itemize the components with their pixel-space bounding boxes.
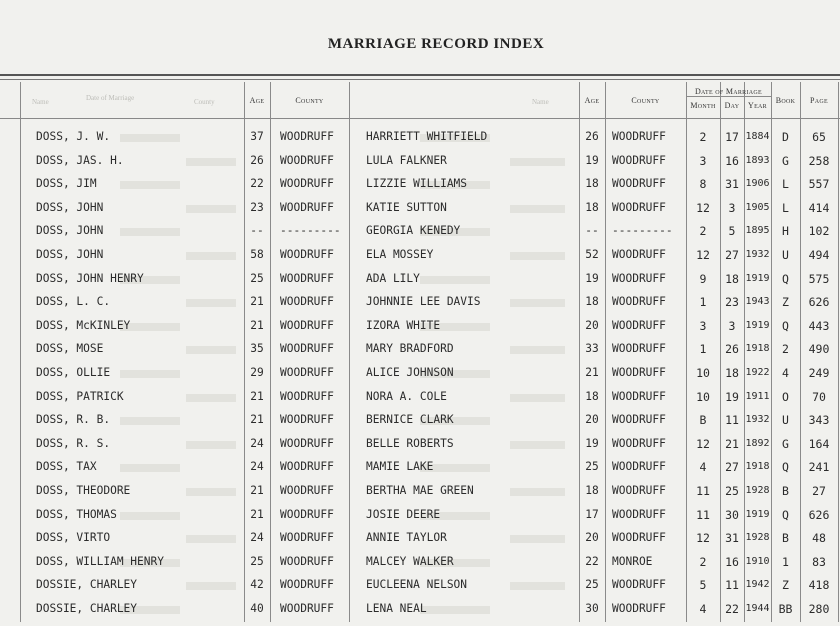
bride-county: WOODRUFF: [612, 413, 666, 427]
marriage-month: 12: [696, 200, 710, 215]
groom-county: WOODRUFF: [280, 153, 334, 167]
groom-county: WOODRUFF: [280, 578, 334, 592]
book: BB: [778, 602, 793, 616]
marriage-year: 1928: [745, 532, 770, 544]
bride-age: 19: [585, 271, 599, 285]
groom-county: ---------: [280, 224, 341, 238]
table-row: [0, 555, 840, 579]
header-page: Page: [810, 96, 828, 105]
groom-name: DOSS, JOHN: [36, 224, 104, 238]
book: Q: [782, 271, 789, 286]
groom-name: DOSS, McKINLEY: [36, 318, 131, 332]
header-bottom-rule: [0, 118, 840, 119]
table-row: [0, 295, 840, 319]
bride-county: WOODRUFF: [612, 531, 666, 545]
groom-county: WOODRUFF: [280, 460, 334, 474]
bride-age: 18: [585, 295, 599, 309]
marriage-year: 1884: [745, 131, 770, 142]
groom-county: WOODRUFF: [280, 554, 334, 568]
groom-name: DOSS, VIRTO: [36, 531, 111, 545]
bride-county: WOODRUFF: [612, 436, 666, 450]
page-number: 443: [808, 318, 830, 333]
bride-county: WOODRUFF: [612, 578, 666, 592]
page-number: 27: [812, 484, 826, 498]
bride-name: BERTHA MAE GREEN: [366, 484, 474, 497]
bride-name: IZORA WHITE: [366, 318, 441, 332]
bride-name: MARY BRADFORD: [366, 342, 454, 356]
bride-county: MONROE: [612, 554, 653, 568]
marriage-year: 1919: [745, 319, 770, 331]
bride-name: ELA MOSSEY: [366, 248, 434, 261]
groom-county: WOODRUFF: [280, 177, 334, 191]
groom-age: 21: [250, 413, 264, 427]
groom-age: --: [250, 224, 264, 238]
table-row: [0, 342, 840, 366]
bride-age: 19: [585, 153, 599, 167]
groom-county: WOODRUFF: [280, 200, 334, 214]
bride-county: WOODRUFF: [612, 177, 666, 191]
marriage-year: 1911: [745, 390, 770, 402]
bride-name: JOSIE DEERE: [366, 507, 441, 521]
bride-county: WOODRUFF: [612, 248, 666, 261]
book: Q: [782, 460, 789, 475]
groom-county: WOODRUFF: [280, 531, 334, 545]
groom-county: WOODRUFF: [280, 248, 334, 261]
marriage-month: 12: [696, 531, 710, 546]
bride-age: 18: [585, 177, 599, 191]
bride-name: KATIE SUTTON: [366, 200, 447, 214]
table-row: [0, 201, 840, 225]
bride-name: LENA NEAL: [366, 602, 427, 615]
marriage-year: 1928: [745, 485, 770, 496]
groom-age: 37: [250, 130, 264, 143]
groom-county: WOODRUFF: [280, 484, 334, 497]
marriage-month: 9: [699, 271, 707, 286]
marriage-day: 31: [725, 531, 739, 546]
top-rule: [0, 74, 840, 76]
bride-age: 18: [585, 200, 599, 214]
table-row: [0, 531, 840, 555]
groom-name: DOSSIE, CHARLEY: [36, 602, 138, 615]
book: L: [782, 200, 789, 215]
marriage-month: 1: [699, 342, 707, 357]
bride-age: --: [585, 224, 599, 238]
bride-name: MALCEY WALKER: [366, 554, 454, 568]
book: G: [782, 153, 789, 168]
marriage-month: 2: [699, 554, 707, 569]
header-county-bride: County: [631, 96, 660, 105]
groom-name: DOSS, J. W.: [36, 130, 111, 143]
table-row: [0, 248, 840, 272]
bride-age: 22: [585, 554, 599, 568]
groom-name: DOSS, PATRICK: [36, 389, 124, 403]
header-date-of-marriage: Date of Marriage: [694, 87, 763, 96]
marriage-month: 1: [699, 295, 707, 310]
groom-age: 26: [250, 153, 264, 167]
marriage-day: 21: [725, 436, 739, 451]
header-age-bride: Age: [584, 96, 600, 105]
page-number: 102: [808, 224, 830, 239]
page-number: 490: [808, 342, 830, 357]
bride-age: 21: [585, 366, 599, 379]
marriage-day: 19: [725, 389, 739, 404]
book: Q: [782, 507, 789, 522]
groom-age: 21: [250, 295, 264, 309]
marriage-day: 27: [725, 460, 739, 475]
bride-name: ANNIE TAYLOR: [366, 531, 447, 545]
bride-age: 18: [585, 484, 599, 497]
groom-age: 24: [250, 531, 264, 545]
bride-age: 25: [585, 460, 599, 474]
table-row: [0, 319, 840, 343]
table-row: [0, 272, 840, 296]
groom-age: 21: [250, 507, 264, 521]
marriage-year: 1919: [745, 508, 770, 520]
marriage-year: 1942: [745, 579, 770, 591]
bride-name: HARRIETT WHITFIELD: [366, 130, 488, 143]
groom-county: WOODRUFF: [280, 413, 334, 427]
page-number: 280: [808, 602, 830, 616]
marriage-year: 1893: [745, 154, 770, 166]
bride-age: 19: [585, 436, 599, 450]
marriage-year: 1922: [745, 367, 770, 378]
groom-age: 22: [250, 177, 264, 191]
bride-county: WOODRUFF: [612, 366, 666, 379]
marriage-day: 11: [725, 413, 739, 428]
page-number: 83: [812, 554, 826, 569]
marriage-year: 1905: [745, 201, 770, 213]
marriage-month: 11: [696, 507, 710, 522]
marriage-day: 3: [728, 200, 736, 215]
groom-age: 21: [250, 389, 264, 403]
page-number: 343: [808, 413, 830, 428]
book: 1: [782, 554, 789, 569]
marriage-year: 1918: [745, 343, 770, 355]
table-row: [0, 413, 840, 437]
bride-county: WOODRUFF: [612, 602, 666, 615]
bride-name: MAMIE LAKE: [366, 460, 434, 474]
marriage-month: B: [699, 413, 707, 428]
marriage-day: 23: [725, 295, 739, 310]
groom-county: WOODRUFF: [280, 342, 334, 356]
bride-name: ADA LILY: [366, 271, 420, 285]
bride-age: 25: [585, 578, 599, 592]
book: H: [782, 224, 789, 239]
marriage-year: 1906: [745, 178, 770, 190]
table-row: [0, 177, 840, 201]
table-row: [0, 224, 840, 248]
marriage-year: 1895: [745, 225, 770, 237]
groom-name: DOSS, THOMAS: [36, 507, 117, 521]
book: 2: [782, 342, 789, 357]
bride-age: 52: [585, 248, 599, 261]
marriage-month: 2: [699, 224, 707, 239]
groom-name: DOSS, R. B.: [36, 413, 111, 427]
groom-name: DOSS, L. C.: [36, 295, 111, 309]
marriage-year: 1932: [745, 249, 770, 260]
marriage-month: 12: [696, 436, 710, 451]
page-number: 48: [812, 531, 826, 546]
ghost-header: Name: [32, 98, 49, 106]
table-row: [0, 484, 840, 508]
table-row: [0, 437, 840, 461]
bride-county: WOODRUFF: [612, 271, 666, 285]
header-day: Day: [724, 101, 740, 110]
groom-county: WOODRUFF: [280, 318, 334, 332]
marriage-year: 1919: [745, 272, 770, 284]
groom-age: 21: [250, 318, 264, 332]
book: Q: [782, 318, 789, 333]
groom-name: DOSS, JOHN: [36, 248, 104, 261]
page-number: 65: [812, 130, 826, 144]
groom-name: DOSS, WILLIAM HENRY: [36, 554, 164, 568]
header-year: Year: [748, 101, 767, 110]
bride-county: WOODRUFF: [612, 295, 666, 309]
marriage-month: 8: [699, 177, 707, 192]
bride-name: NORA A. COLE: [366, 389, 447, 403]
header-age-groom: Age: [249, 96, 265, 105]
marriage-month: 3: [699, 318, 707, 333]
bride-name: BELLE ROBERTS: [366, 436, 454, 450]
bride-age: 18: [585, 389, 599, 403]
bride-age: 20: [585, 413, 599, 427]
marriage-year: 1910: [745, 555, 770, 567]
ghost-header: Date of Marriage: [86, 94, 135, 102]
table-row: [0, 130, 840, 154]
marriage-day: 5: [728, 224, 736, 239]
page-number: 626: [808, 507, 830, 522]
groom-age: 25: [250, 554, 264, 568]
groom-age: 29: [250, 366, 264, 379]
page-number: 418: [808, 578, 830, 593]
marriage-day: 16: [725, 153, 739, 168]
ghost-header: Name: [532, 98, 549, 106]
marriage-year: 1932: [745, 414, 770, 426]
page-number: 164: [808, 436, 830, 451]
groom-county: WOODRUFF: [280, 295, 334, 309]
groom-age: 40: [250, 602, 264, 615]
groom-name: DOSS, MOSE: [36, 342, 104, 356]
groom-name: DOSS, TAX: [36, 460, 97, 474]
bride-county: WOODRUFF: [612, 342, 666, 356]
page-number: 494: [808, 248, 830, 262]
table-row: [0, 602, 840, 626]
page-number: 70: [812, 389, 826, 404]
groom-name: DOSSIE, CHARLEY: [36, 578, 138, 592]
groom-name: DOSS, JOHN HENRY: [36, 271, 144, 285]
marriage-day: 31: [725, 177, 739, 192]
page-number: 414: [808, 200, 830, 215]
bride-county: WOODRUFF: [612, 130, 666, 143]
book: L: [782, 177, 789, 192]
groom-age: 24: [250, 436, 264, 450]
groom-name: DOSS, OLLIE: [36, 366, 111, 379]
groom-age: 58: [250, 248, 264, 261]
header-month: Month: [690, 101, 716, 110]
ghost-header: County: [194, 98, 215, 106]
book: U: [782, 413, 789, 428]
marriage-day: 18: [725, 366, 739, 380]
marriage-month: 11: [696, 484, 710, 498]
bride-county: ---------: [612, 224, 673, 238]
table-row: [0, 390, 840, 414]
page-number: 557: [808, 177, 830, 192]
book: U: [782, 248, 789, 262]
groom-county: WOODRUFF: [280, 389, 334, 403]
bride-name: LIZZIE WILLIAMS: [366, 177, 468, 191]
table-row: [0, 460, 840, 484]
marriage-year: 1944: [745, 603, 770, 614]
book: Z: [782, 295, 789, 310]
book: O: [782, 389, 789, 404]
book: B: [782, 531, 789, 546]
marriage-month: 2: [699, 130, 707, 144]
book: G: [782, 436, 789, 451]
marriage-month: 5: [699, 578, 707, 593]
marriage-year: 1892: [745, 437, 770, 449]
groom-name: DOSS, JIM: [36, 177, 97, 191]
marriage-month: 10: [696, 366, 710, 380]
marriage-year: 1918: [745, 461, 770, 473]
marriage-day: 30: [725, 507, 739, 522]
book: B: [782, 484, 789, 498]
groom-county: WOODRUFF: [280, 602, 334, 615]
page-number: 626: [808, 295, 830, 310]
bride-name: ALICE JOHNSON: [366, 366, 454, 379]
marriage-year: 1943: [745, 296, 770, 308]
groom-county: WOODRUFF: [280, 271, 334, 285]
header-county-groom: County: [295, 96, 324, 105]
marriage-day: 18: [725, 271, 739, 286]
top-rule-thin: [0, 79, 840, 80]
table-row: [0, 508, 840, 532]
date-header-rule: [686, 96, 771, 97]
bride-age: 17: [585, 507, 599, 521]
bride-name: EUCLEENA NELSON: [366, 578, 468, 592]
groom-county: WOODRUFF: [280, 507, 334, 521]
table-row: [0, 366, 840, 390]
bride-county: WOODRUFF: [612, 153, 666, 167]
marriage-day: 3: [728, 318, 736, 333]
book: 4: [782, 366, 789, 380]
bride-name: LULA FALKNER: [366, 153, 447, 167]
book: D: [782, 130, 789, 144]
groom-name: DOSS, JOHN: [36, 200, 104, 214]
page-number: 241: [808, 460, 830, 475]
marriage-day: 27: [725, 248, 739, 262]
bride-age: 30: [585, 602, 599, 615]
groom-age: 21: [250, 484, 264, 497]
groom-age: 23: [250, 200, 264, 214]
marriage-day: 22: [725, 602, 739, 616]
header-book: Book: [775, 96, 796, 105]
groom-county: WOODRUFF: [280, 366, 334, 379]
table-row: [0, 578, 840, 602]
page-number: 575: [808, 271, 830, 286]
bride-age: 33: [585, 342, 599, 356]
bride-name: BERNICE CLARK: [366, 413, 454, 427]
page-title: MARRIAGE RECORD INDEX: [327, 36, 545, 52]
book: Z: [782, 578, 789, 593]
marriage-day: 26: [725, 342, 739, 357]
bride-age: 20: [585, 318, 599, 332]
marriage-month: 4: [699, 460, 707, 475]
marriage-day: 17: [725, 130, 739, 144]
page-number: 258: [808, 153, 830, 168]
groom-age: 35: [250, 342, 264, 356]
groom-age: 25: [250, 271, 264, 285]
bride-county: WOODRUFF: [612, 507, 666, 521]
marriage-day: 16: [725, 554, 739, 569]
groom-age: 24: [250, 460, 264, 474]
bride-county: WOODRUFF: [612, 460, 666, 474]
marriage-month: 12: [696, 248, 710, 262]
page-number: 249: [808, 366, 830, 380]
bride-county: WOODRUFF: [612, 200, 666, 214]
bride-age: 26: [585, 130, 599, 143]
groom-name: DOSS, R. S.: [36, 436, 111, 450]
groom-age: 42: [250, 578, 264, 592]
marriage-day: 11: [725, 578, 739, 593]
marriage-month: 3: [699, 153, 707, 168]
table-row: [0, 154, 840, 178]
marriage-day: 25: [725, 484, 739, 498]
groom-name: DOSS, JAS. H.: [36, 153, 124, 167]
bride-county: WOODRUFF: [612, 318, 666, 332]
bride-name: JOHNNIE LEE DAVIS: [366, 295, 481, 309]
bride-county: WOODRUFF: [612, 484, 666, 497]
groom-county: WOODRUFF: [280, 130, 334, 143]
bride-age: 20: [585, 531, 599, 545]
groom-name: DOSS, THEODORE: [36, 484, 131, 497]
bride-name: GEORGIA KENEDY: [366, 224, 461, 238]
marriage-month: 10: [696, 389, 710, 404]
groom-county: WOODRUFF: [280, 436, 334, 450]
bride-county: WOODRUFF: [612, 389, 666, 403]
marriage-month: 4: [699, 602, 707, 616]
